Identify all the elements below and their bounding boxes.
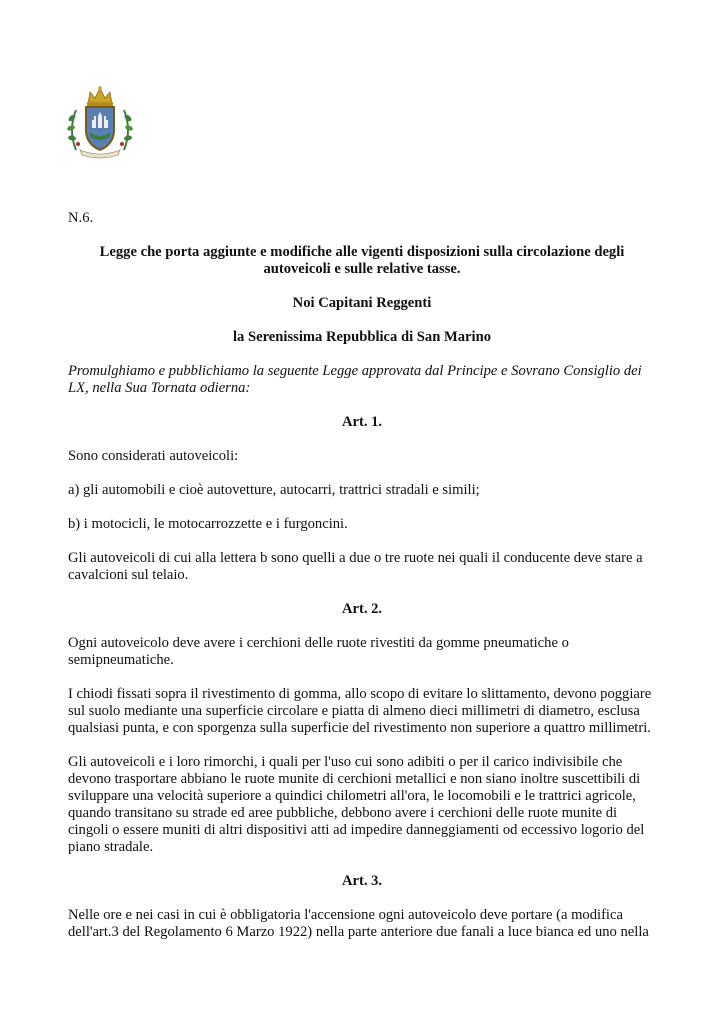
state-line: la Serenissima Repubblica di San Marino: [233, 329, 491, 345]
article-paragraph: Gli autoveicoli di cui alla lettera b sono quelli a due o tre ruote nei quali il conducente deve stare a cavalcioni sul telaio.: [68, 550, 643, 583]
article-paragraph: Sono considerati autoveicoli:: [68, 448, 239, 464]
promulgation-text: Promulghiamo e pubblichiamo la seguente Legge approvata dal Principe e Sovrano Consiglio dei LX, nella Sua Tornata odierna:: [68, 363, 642, 396]
crown: [87, 86, 113, 106]
document-body: [68, 196, 656, 941]
article-heading: Art. 2.: [341, 601, 383, 617]
article-heading: Art. 3.: [341, 873, 383, 889]
article-paragraph: Gli autoveicoli e i loro rimorchi, i quali per l'uso cui sono adibiti o per il carico indivisibile che devono trasportare abbiano le ruote munite di cerchioni metallici e non siano inoltre suscettibili di sviluppare una velocità superiore a quindici chilometri all'ora, le locomobili e le trattrici agricole, quando transitano su strade ed aree pubbliche, debbono avere i cerchioni delle ruote munite di cingoli o essere muniti di altri dispositivi atti ad impedire danneggiamenti od eccessivo logorio del piano stradale.: [68, 754, 645, 855]
law-title: Legge che porta aggiunte e modifiche alle vigenti disposizioni sulla circolazione degli autoveicoli e sulle relative tasse.: [99, 244, 625, 277]
article-paragraph: a) gli automobili e cioè autovetture, autocarri, trattrici stradali e simili;: [68, 482, 480, 498]
law-number: N.6.: [68, 210, 94, 226]
article-paragraph: b) i motocicli, le motocarrozzette e i furgoncini.: [68, 516, 348, 532]
article-paragraph: I chiodi fissati sopra il rivestimento di gomma, allo scopo di evitare lo slittamento, devono poggiare sul suolo mediante una superficie circolare e piatta di almeno dieci millimetri di diametro, esclusa qualsiasi punta, e con sporgenza sulla superficie del rivestimento non superiore a quattro millimetri.: [68, 686, 652, 736]
san-marino-coat-of-arms-icon: [66, 84, 134, 160]
article-heading: Art. 1.: [341, 414, 383, 430]
issuer-line: Noi Capitani Reggenti: [292, 295, 432, 311]
ribbon: [80, 150, 120, 158]
article-paragraph: Ogni autoveicolo deve avere i cerchioni delle ruote rivestiti da gomme pneumatiche o semipneumatiche.: [68, 635, 569, 668]
article-paragraph: Nelle ore e nei casi in cui è obbligatoria l'accensione ogni autoveicolo deve portare (a modifica dell'art.3 del Regolamento 6 Marzo 1922) nella parte anteriore due fanali a luce bianca ed uno nella: [68, 907, 649, 940]
shield: [86, 107, 114, 150]
